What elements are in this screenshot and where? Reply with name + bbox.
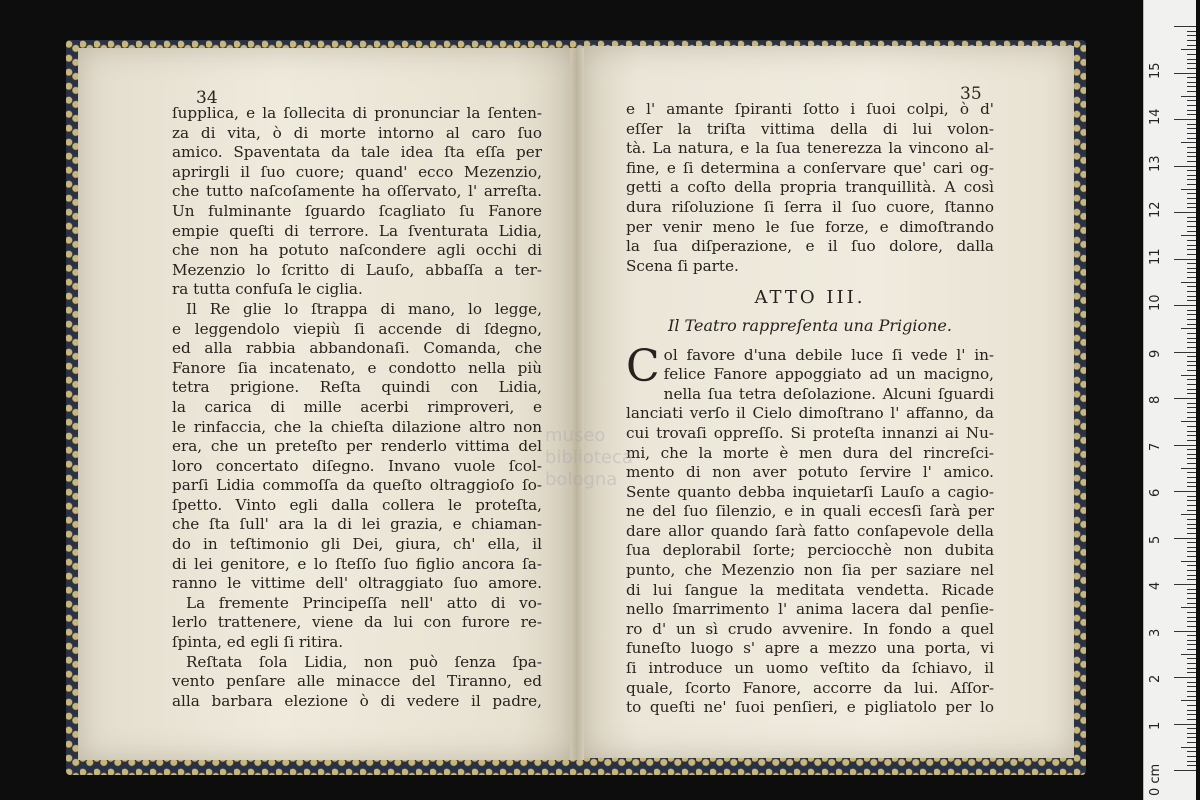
ruler-tick [1187,407,1196,408]
text-line: tetra prigione. Reſta quindi con Lidia, [172,378,542,397]
ruler-tick [1187,412,1196,413]
ruler-tick [1187,245,1196,246]
text-line: tà. La natura, e la ſua tenerezza la vincono al- [626,139,994,158]
ruler-tick [1187,365,1196,366]
ruler-tick [1187,175,1196,176]
text-line: ſpetto. Vinto egli dalla collera le proteſta, [172,495,542,514]
text-line: funeſto luogo s' apre a mezzo una porta, vi [626,639,994,658]
ruler-number: 7 [1148,442,1163,451]
ruler-tick [1187,100,1196,101]
ruler-tick [1187,440,1196,441]
ruler-tick [1187,231,1196,232]
ruler-tick [1187,668,1196,669]
ruler-tick [1187,728,1196,729]
right-page-text [626,100,994,718]
ruler-tick [1187,417,1196,418]
ruler-tick [1187,361,1196,362]
ruler-tick [1181,747,1196,748]
ruler-tick [1187,268,1196,269]
text-line: Reſtata ſola Lidia, non può ſenza ſpa- [186,652,542,671]
ruler-tick [1187,710,1196,711]
ruler-tick [1187,179,1196,180]
text-line: eſſer la triſta vittima della di lui volon- [626,119,994,138]
right-page-paragraph-after [626,340,994,718]
ruler-tick [1187,198,1196,199]
ruler-tick [1187,524,1196,525]
text-line: loro concertato diſegno. Invano vuole ſcol- [172,456,542,475]
ruler-tick [1181,328,1196,329]
text-line: do in teſtimonio gli Dei, giura, ch' ella, il [172,535,542,554]
book-gutter [570,48,584,760]
ruler-tick [1187,263,1196,264]
text-line: amico. Spaventata da tale idea ſta eſſa per [172,143,542,162]
ruler-tick [1187,551,1196,552]
ruler-tick [1187,156,1196,157]
ruler-tick [1187,91,1196,92]
ruler-tick [1187,565,1196,566]
ruler-tick [1187,761,1196,762]
ruler-tick [1181,49,1196,50]
ruler-tick [1181,142,1196,143]
text-line: dare allor quando ſarà fatto conſapevole della [626,521,994,540]
ruler-tick [1187,472,1196,473]
ruler-tick [1187,31,1196,32]
ruler-tick [1187,542,1196,543]
text-line: punto, che Mezenzio non ſia per saziare nel [626,561,994,580]
ruler-tick [1187,347,1196,348]
ruler-number: 14 [1148,108,1163,125]
ruler-tick [1187,612,1196,613]
text-line: ſua deplorabil ſorte; perciocchè non dubita [626,541,994,560]
ruler-tick [1187,500,1196,501]
text-line: che ſta ſull' ara la di lei grazia, e chiaman- [172,515,542,534]
ruler-tick [1187,603,1196,604]
text-line: Il Re glie lo ſtrappa di mano, lo legge, [186,299,542,318]
ruler-tick [1187,207,1196,208]
ruler-tick [1187,193,1196,194]
text-line: mi, che la morte è men dura del rincreſci- [626,443,994,462]
ruler-tick [1174,724,1196,725]
ruler-tick [1187,621,1196,622]
ruler-tick [1187,77,1196,78]
ruler-number: 1 [1148,721,1163,730]
ruler-tick [1187,152,1196,153]
text-line: di lui ſangue la meditata vendetta. Ricade [626,580,994,599]
ruler-tick [1181,561,1196,562]
ruler-tick [1187,184,1196,185]
text-line: ra tutta confuſa le ciglia. [172,280,363,299]
ruler-tick [1187,249,1196,250]
ruler-tick [1174,491,1196,492]
ruler-tick [1187,714,1196,715]
ruler-tick [1187,458,1196,459]
ruler-tick [1187,110,1196,111]
ruler-tick [1187,114,1196,115]
ruler-tick [1181,514,1196,515]
ruler-tick [1187,272,1196,273]
text-line: quale, ſcorto Fanore, accorre da lui. Aſſor- [626,678,994,697]
ruler-tick [1187,644,1196,645]
ruler-tick [1174,352,1196,353]
text-line: nella ſua tetra deſolazione. Alcuni ſguardi [663,384,994,403]
ruler-tick [1187,338,1196,339]
ruler-tick [1181,96,1196,97]
ruler-tick [1181,375,1196,376]
text-line: parſi Lidia commoſſa da queſto oltraggioſo ſo- [172,476,542,495]
ruler-number: 2 [1148,674,1163,683]
ruler-tick [1187,333,1196,334]
ruler-tick [1187,82,1196,83]
ruler-tick [1187,496,1196,497]
ruler-tick [1174,259,1196,260]
ruler-tick [1187,45,1196,46]
ruler-tick [1181,700,1196,701]
ruler-tick [1187,86,1196,87]
ruler-tick [1187,533,1196,534]
ruler-tick [1187,300,1196,301]
ruler-tick [1187,296,1196,297]
ruler-tick [1187,40,1196,41]
text-line: ed alla rabbia abbandonaſi. Comanda, che [172,339,542,358]
ruler-tick [1187,310,1196,311]
ruler-tick [1187,435,1196,436]
text-line: lerlo trattenere, viene da lui con furore re- [172,613,542,632]
text-line: fine, e ſi determina a conſervare que' cari og- [626,158,994,177]
ruler-tick [1174,305,1196,306]
ruler-tick [1187,486,1196,487]
text-line: ſi introduce un uomo veſtito da ſchiavo, il [626,659,994,678]
ruler-tick [1187,63,1196,64]
text-line: nello ſmarrimento l' anima lacera dal penſie- [626,600,994,619]
text-line: La fremente Principeſſa nell' atto di vo- [186,593,542,612]
ruler-tick [1187,133,1196,134]
ruler-number: 3 [1148,628,1163,637]
ruler-tick [1187,203,1196,204]
text-line: che tutto naſcoſamente ha oſſervato, l' arreſta. [172,182,542,201]
ruler-tick [1187,138,1196,139]
text-line: era, che un preteſto per renderlo vittima del [172,437,542,456]
ruler-tick [1187,217,1196,218]
ruler-tick [1174,770,1196,771]
ruler-tick [1187,765,1196,766]
ruler-tick [1187,505,1196,506]
ruler-tick [1187,649,1196,650]
ruler-tick [1187,314,1196,315]
ruler-tick [1187,370,1196,371]
ruler-tick [1174,398,1196,399]
ruler-number: 6 [1148,488,1163,497]
ruler-number: 10 [1148,294,1163,311]
ruler-tick [1187,291,1196,292]
text-line: per venir meno le ſue forze, e dimoſtrando [626,217,994,236]
ruler-tick [1187,617,1196,618]
text-line: la carica di mille acerbi rimproveri, e [172,397,542,416]
ruler-number: 8 [1148,395,1163,404]
text-line: ſupplica, e la ſollecita di pronunciar la ſenten- [172,104,542,122]
watermark-line: bologna [545,469,618,490]
right-page-number: 35 [960,84,982,104]
ruler-tick [1187,756,1196,757]
ruler-tick [1187,35,1196,36]
ruler-tick [1187,737,1196,738]
watermark [545,425,633,491]
act-heading: ATTO III. [754,287,866,309]
text-line: ol favore d'una debile luce ſi vede l' in- [663,345,994,364]
ruler-tick [1187,324,1196,325]
ruler-number: 13 [1148,154,1163,172]
ruler-tick [1187,528,1196,529]
ruler-tick [1181,607,1196,608]
text-line: che non ha potuto naſcondere agli occhi di [172,241,542,260]
ruler-tick [1187,477,1196,478]
text-line: vento penſare alle minacce del Tiranno, ed [172,672,542,691]
ruler-tick [1187,68,1196,69]
ruler-tick [1174,212,1196,213]
ruler-tick [1187,686,1196,687]
ruler-tick [1187,570,1196,571]
ruler-tick [1187,431,1196,432]
ruler-tick [1187,556,1196,557]
text-line: aprirgli il ſuo cuore; quand' ecco Mezenzio, [172,162,542,181]
ruler-tick [1187,482,1196,483]
text-line: getti a coſto della propria tranquillità. A così [626,178,994,197]
text-line: e l' amante ſpiranti ſotto i ſuoi colpi, ò d' [626,100,994,118]
ruler-number: 15 [1148,61,1163,79]
ruler-number: 9 [1148,349,1163,358]
ruler-tick [1187,226,1196,227]
ruler-tick [1187,54,1196,55]
text-line: e leggendolo viepiù ſi accende di ſdegno, [172,319,542,338]
ruler-tick [1187,705,1196,706]
ruler-tick [1187,342,1196,343]
ruler-tick [1187,105,1196,106]
ruler-tick [1174,631,1196,632]
text-line: to queſti ne' ſuoi penſieri, e pigliatolo per lo [626,698,994,717]
text-line: Mezenzio lo ſcritto di Lauſo, abbaſſa a ter- [172,260,542,279]
ruler-tick [1181,468,1196,469]
ruler-tick [1187,147,1196,148]
text-line: ſpinta, ed egli ſi ritira. [172,633,344,652]
ruler-tick [1174,119,1196,120]
text-line: cui trovaſi oppreſſo. Si proteſta innanzi ai Nu- [626,423,994,442]
text-line: alla barbara elezione ò di vedere il padre, [172,691,542,710]
ruler-tick [1187,589,1196,590]
ruler-tick [1174,445,1196,446]
ruler-tick [1187,510,1196,511]
text-line: ranno le vittime dell' oltraggiato ſuo amore. [172,574,542,593]
text-line: za di vita, ò di morte intorno al caro ſuo [172,123,542,142]
text-line: lanciati verſo il Cielo dimoſtrano l' affanno, da [626,404,994,423]
ruler-tick [1187,575,1196,576]
ruler-tick [1187,356,1196,357]
ruler-number: 4 [1148,581,1163,590]
ruler-tick [1187,221,1196,222]
ruler-tick [1174,584,1196,585]
ruler-tick [1187,519,1196,520]
scene-subheading: Il Teatro rappreſenta una Prigione. [668,315,952,335]
ruler-tick [1187,379,1196,380]
text-line: felice Fanore appoggiato ad un macigno, [663,365,994,384]
ruler-tick [1187,384,1196,385]
ruler-number: 12 [1148,201,1163,218]
ruler-tick [1187,403,1196,404]
ruler-tick [1187,598,1196,599]
watermark-line: museo [545,425,606,446]
ruler-tick [1187,319,1196,320]
text-line: empie queſti di terrore. La ſventurata Lidia, [172,221,542,240]
ruler-tick [1187,277,1196,278]
ruler-tick [1187,463,1196,464]
ruler-tick [1187,635,1196,636]
ruler-tick [1174,538,1196,539]
measurement-ruler [1143,0,1196,800]
left-page-text [172,104,542,711]
ruler-tick [1187,454,1196,455]
ruler-tick [1187,658,1196,659]
ruler-tick [1187,128,1196,129]
ruler-tick [1181,189,1196,190]
text-line: Sente quanto debba inquietarſi Lauſo a cagio- [626,482,994,501]
ruler-tick [1187,449,1196,450]
left-page-number: 34 [196,88,218,108]
ruler-tick [1187,696,1196,697]
text-line: Fanore ſia incatenato, e condotto nella più [172,358,542,377]
ruler-tick [1187,389,1196,390]
ruler-tick [1181,654,1196,655]
text-line: la ſua diſperazione, e il ſuo dolore, dalla [626,237,994,256]
ruler-tick [1187,426,1196,427]
ruler-tick [1181,421,1196,422]
ruler-tick [1187,719,1196,720]
drop-cap: C [626,340,660,392]
text-line: Scena ſi parte. [626,256,739,275]
watermark-line: biblioteca [545,447,633,468]
ruler-tick [1174,73,1196,74]
ruler-tick [1181,235,1196,236]
ruler-tick [1174,166,1196,167]
text-line: di lei genitore, e lo ſteſſo ſuo figlio ancora ſa- [172,554,542,573]
ruler-number: 11 [1148,247,1163,265]
ruler-tick [1174,677,1196,678]
ruler-tick [1187,254,1196,255]
text-line: mento di non aver potuto ſervire l' amico. [626,463,994,482]
ruler-tick [1187,579,1196,580]
text-line: ro d' un sì crudo avvenire. In fondo a quel [626,619,994,638]
right-page-paragraph-before [626,100,994,276]
ruler-tick [1187,663,1196,664]
ruler-tick [1187,691,1196,692]
ruler-tick [1187,170,1196,171]
ruler-tick [1187,742,1196,743]
text-line: ne del ſuo ſilenzio, e in quali eccesſi ſarà per [626,502,994,521]
ruler-label: 0 cm [1148,763,1163,796]
ruler-number: 5 [1148,535,1163,544]
ruler-tick [1187,59,1196,60]
ruler-tick [1181,282,1196,283]
ruler-tick [1187,547,1196,548]
ruler-tick [1187,751,1196,752]
text-line: dura riſoluzione ſi ſerra il ſuo cuore, ſtanno [626,197,994,216]
ruler-tick [1187,672,1196,673]
ruler-tick [1187,286,1196,287]
ruler-tick [1187,124,1196,125]
ruler-tick [1187,640,1196,641]
ruler-tick [1187,393,1196,394]
ruler-tick [1187,240,1196,241]
ruler-tick [1187,733,1196,734]
ruler-tick [1187,682,1196,683]
text-line: Un fulminante ſguardo ſcagliato ſu Fanore [172,201,542,220]
text-line: le rinfaccia, che la chieſta dilazione altro non [172,417,542,436]
ruler-tick [1187,161,1196,162]
ruler-tick [1187,593,1196,594]
ruler-tick [1174,26,1196,27]
ruler-tick [1187,626,1196,627]
